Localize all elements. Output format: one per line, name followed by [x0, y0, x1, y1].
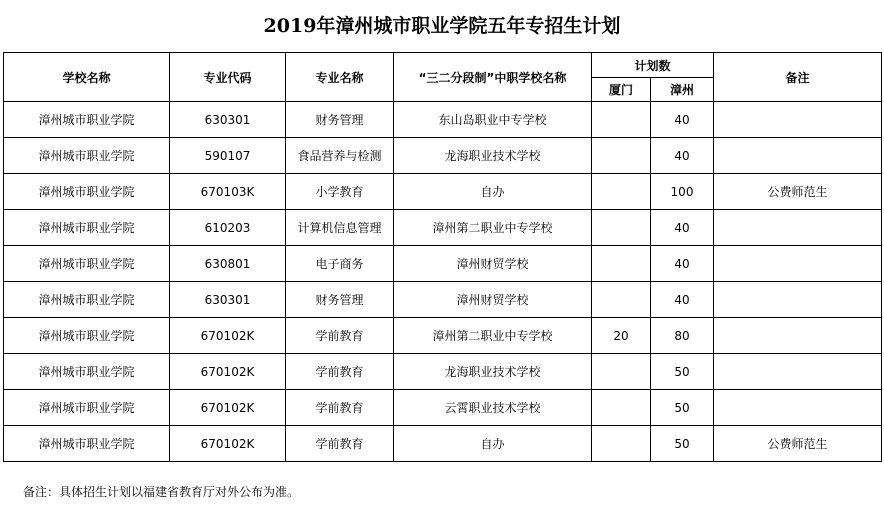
cell-zhangzhou: 40 — [651, 210, 714, 246]
cell-xiamen — [592, 282, 651, 318]
header-school: 学校名称 — [4, 53, 170, 102]
header-major-name: 专业名称 — [286, 53, 394, 102]
cell-school: 漳州城市职业学院 — [4, 138, 170, 174]
cell-code: 670102K — [170, 426, 286, 462]
document-title: 2019年漳州城市职业学院五年专招生计划 — [263, 15, 621, 37]
table-row — [4, 138, 882, 174]
cell-major: 计算机信息管理 — [286, 210, 394, 246]
cell-remark — [714, 390, 882, 426]
cell-remark: 公费师范生 — [714, 174, 882, 210]
cell-zhangzhou: 100 — [651, 174, 714, 210]
cell-school: 漳州城市职业学院 — [4, 390, 170, 426]
cell-zhangzhou: 50 — [651, 354, 714, 390]
table-row — [4, 246, 882, 282]
header-row — [4, 53, 882, 78]
cell-code: 630301 — [170, 282, 286, 318]
cell-major: 学前教育 — [286, 354, 394, 390]
header-major-code: 专业代码 — [170, 53, 286, 102]
header-remark: 备注 — [714, 53, 882, 102]
table-row — [4, 390, 882, 426]
cell-school: 漳州城市职业学院 — [4, 354, 170, 390]
cell-major: 小学教育 — [286, 174, 394, 210]
cell-xiamen — [592, 174, 651, 210]
table-row — [4, 282, 882, 318]
table-row — [4, 426, 882, 462]
table-row — [4, 210, 882, 246]
cell-xiamen — [592, 390, 651, 426]
cell-zhangzhou: 50 — [651, 390, 714, 426]
cell-xiamen: 20 — [592, 318, 651, 354]
cell-zhangzhou: 40 — [651, 282, 714, 318]
cell-xiamen — [592, 102, 651, 138]
cell-major: 电子商务 — [286, 246, 394, 282]
cell-partner: 东山岛职业中专学校 — [394, 102, 592, 138]
cell-school: 漳州城市职业学院 — [4, 246, 170, 282]
cell-code: 670103K — [170, 174, 286, 210]
cell-zhangzhou: 40 — [651, 246, 714, 282]
cell-partner: 漳州财贸学校 — [394, 282, 592, 318]
cell-school: 漳州城市职业学院 — [4, 174, 170, 210]
cell-code: 670102K — [170, 354, 286, 390]
cell-xiamen — [592, 210, 651, 246]
cell-partner: 漳州财贸学校 — [394, 246, 592, 282]
cell-code: 590107 — [170, 138, 286, 174]
table-row — [4, 102, 882, 138]
cell-code: 610203 — [170, 210, 286, 246]
cell-code: 670102K — [170, 318, 286, 354]
header-zhangzhou: 漳州 — [651, 78, 714, 102]
cell-major: 学前教育 — [286, 426, 394, 462]
cell-remark — [714, 138, 882, 174]
cell-school: 漳州城市职业学院 — [4, 210, 170, 246]
cell-school: 漳州城市职业学院 — [4, 282, 170, 318]
cell-remark: 公费师范生 — [714, 426, 882, 462]
cell-xiamen — [592, 426, 651, 462]
cell-remark — [714, 210, 882, 246]
cell-school: 漳州城市职业学院 — [4, 318, 170, 354]
cell-partner: 自办 — [394, 174, 592, 210]
cell-xiamen — [592, 138, 651, 174]
cell-major: 学前教育 — [286, 390, 394, 426]
cell-partner: 龙海职业技术学校 — [394, 138, 592, 174]
table-row — [4, 174, 882, 210]
cell-partner: 云霄职业技术学校 — [394, 390, 592, 426]
cell-major: 食品营养与检测 — [286, 138, 394, 174]
cell-remark — [714, 354, 882, 390]
table-row — [4, 318, 882, 354]
cell-major: 财务管理 — [286, 102, 394, 138]
cell-partner: 漳州第二职业中专学校 — [394, 210, 592, 246]
cell-remark — [714, 102, 882, 138]
cell-code: 630801 — [170, 246, 286, 282]
cell-xiamen — [592, 354, 651, 390]
cell-school: 漳州城市职业学院 — [4, 426, 170, 462]
header-plan-count: 计划数 — [592, 53, 714, 78]
cell-xiamen — [592, 246, 651, 282]
cell-remark — [714, 282, 882, 318]
cell-zhangzhou: 80 — [651, 318, 714, 354]
cell-remark — [714, 318, 882, 354]
cell-major: 财务管理 — [286, 282, 394, 318]
cell-partner: 漳州第二职业中专学校 — [394, 318, 592, 354]
cell-code: 630301 — [170, 102, 286, 138]
cell-school: 漳州城市职业学院 — [4, 102, 170, 138]
header-partner-school: “三二分段制”中职学校名称 — [394, 53, 592, 102]
table-row — [4, 354, 882, 390]
cell-zhangzhou: 40 — [651, 102, 714, 138]
cell-remark — [714, 246, 882, 282]
enrollment-plan-table — [3, 52, 882, 462]
header-xiamen: 厦门 — [592, 78, 651, 102]
cell-code: 670102K — [170, 390, 286, 426]
cell-partner: 龙海职业技术学校 — [394, 354, 592, 390]
cell-zhangzhou: 50 — [651, 426, 714, 462]
cell-zhangzhou: 40 — [651, 138, 714, 174]
cell-partner: 自办 — [394, 426, 592, 462]
cell-major: 学前教育 — [286, 318, 394, 354]
footnote: 备注：具体招生计划以福建省教育厅对外公布为准。 — [23, 485, 300, 499]
